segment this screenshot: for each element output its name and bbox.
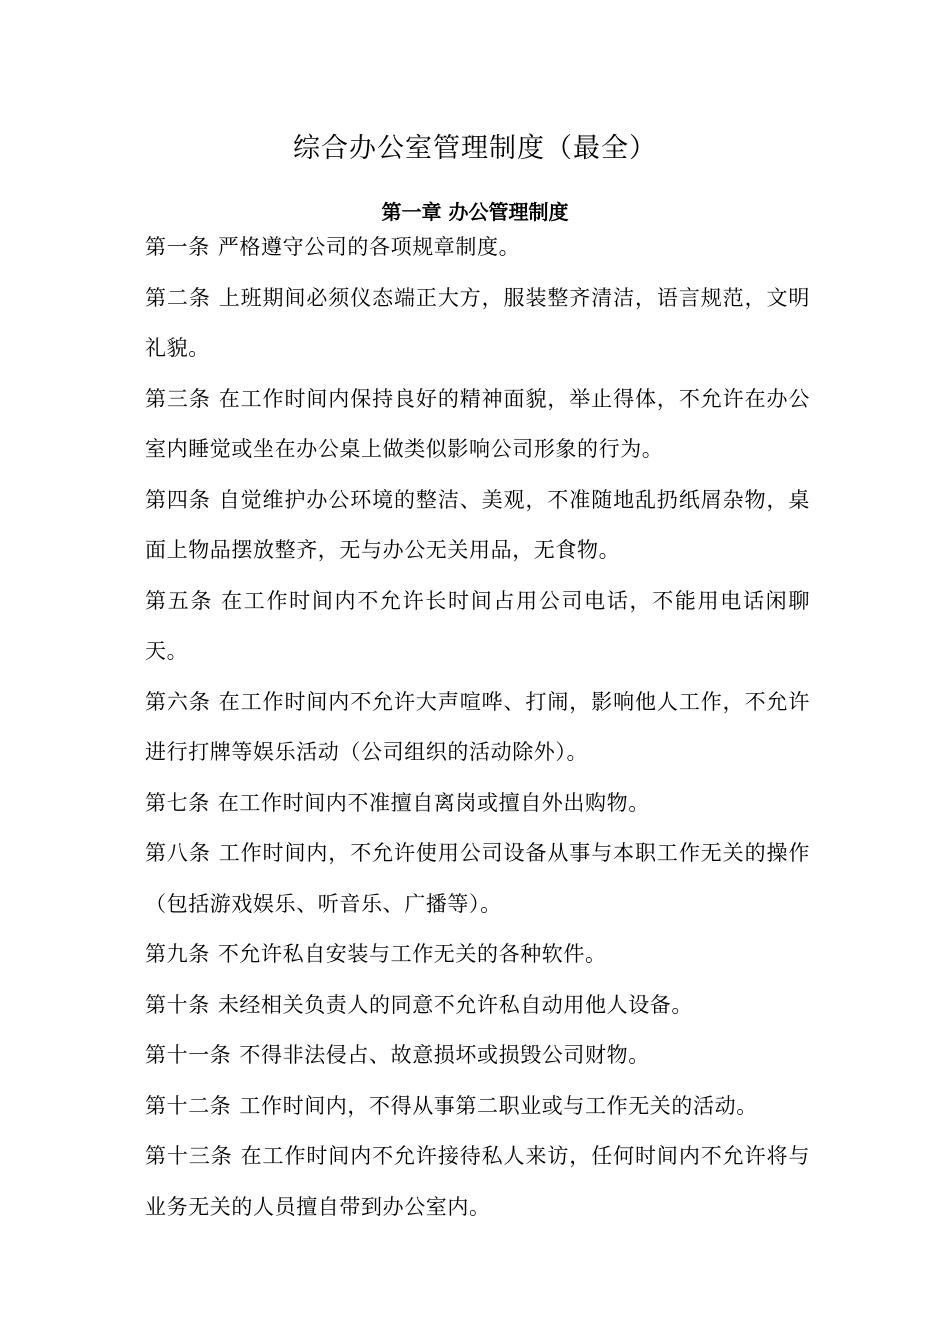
article-text: 自觉维护办公环境的整洁、美观，不准随地乱扔纸屑杂物，桌面上物品摆放整齐，无与办公无关用品，无食物。: [145, 487, 810, 562]
article-text: 在工作时间内不允许大声喧哗、打闹，影响他人工作，不允许进行打牌等娱乐活动（公司组织的活动除外）。: [145, 689, 810, 764]
article-text: 不得非法侵占、故意损坏或损毁公司财物。: [239, 1043, 650, 1067]
article-text: 在工作时间内不准擅自离岗或擅自外出购物。: [217, 790, 650, 815]
article-number: 第十三条: [145, 1144, 233, 1168]
article-number: 第十一条: [145, 1043, 232, 1067]
article-number: 第一条: [145, 235, 210, 259]
article-number: 第八条: [145, 841, 211, 865]
article-text: 未经相关负责人的同意不允许私自动用他人设备。: [217, 992, 694, 1017]
article-item: [145, 222, 810, 273]
article-text: 在工作时间内不允许接待私人来访，任何时间内不允许将与业务无关的人员擅自带到办公室内。: [145, 1144, 810, 1219]
article-item: [145, 1081, 810, 1132]
article-item: [145, 929, 810, 980]
article-text: 严格遵守公司的各项规章制度。: [217, 235, 521, 259]
article-number: 第四条: [145, 487, 211, 512]
article-item: [145, 1131, 810, 1232]
article-text: 在工作时间内保持良好的精神面貌，举止得体，不允许在办公室内睡觉或坐在办公桌上做类似影响公司形象的行为。: [145, 386, 810, 461]
article-number: 第七条: [145, 790, 210, 815]
article-item: [145, 828, 810, 929]
document-title: 综合办公室管理制度（最全）: [293, 133, 657, 164]
article-number: 第十二条: [145, 1093, 232, 1118]
article-item: [145, 1030, 810, 1081]
article-text: 上班期间必须仪态端正大方，服装整齐清洁，语言规范，文明礼貌。: [145, 285, 810, 360]
article-number: 第三条: [145, 386, 211, 411]
article-item: [145, 374, 810, 475]
chapter-title: 第一章 办公管理制度: [381, 200, 569, 224]
article-item: [145, 273, 810, 374]
article-item: [145, 576, 810, 677]
article-item: [145, 677, 810, 778]
article-item: [145, 980, 810, 1031]
article-item: [145, 475, 810, 576]
article-number: 第二条: [145, 285, 211, 310]
article-text: 工作时间内，不允许使用公司设备从事与本职工作无关的操作（包括游戏娱乐、听音乐、广播等）。: [145, 841, 810, 916]
article-text: 不允许私自安装与工作无关的各种软件。: [217, 942, 607, 966]
article-number: 第十条: [145, 992, 210, 1017]
article-number: 第九条: [145, 942, 210, 966]
article-text: 工作时间内，不得从事第二职业或与工作无关的活动。: [239, 1093, 758, 1118]
article-number: 第五条: [145, 588, 214, 613]
article-text: 在工作时间内不允许长时间占用公司电话，不能用电话闲聊天。: [145, 588, 810, 663]
article-list: [145, 222, 810, 1232]
article-item: [145, 778, 810, 829]
article-number: 第六条: [145, 689, 211, 714]
